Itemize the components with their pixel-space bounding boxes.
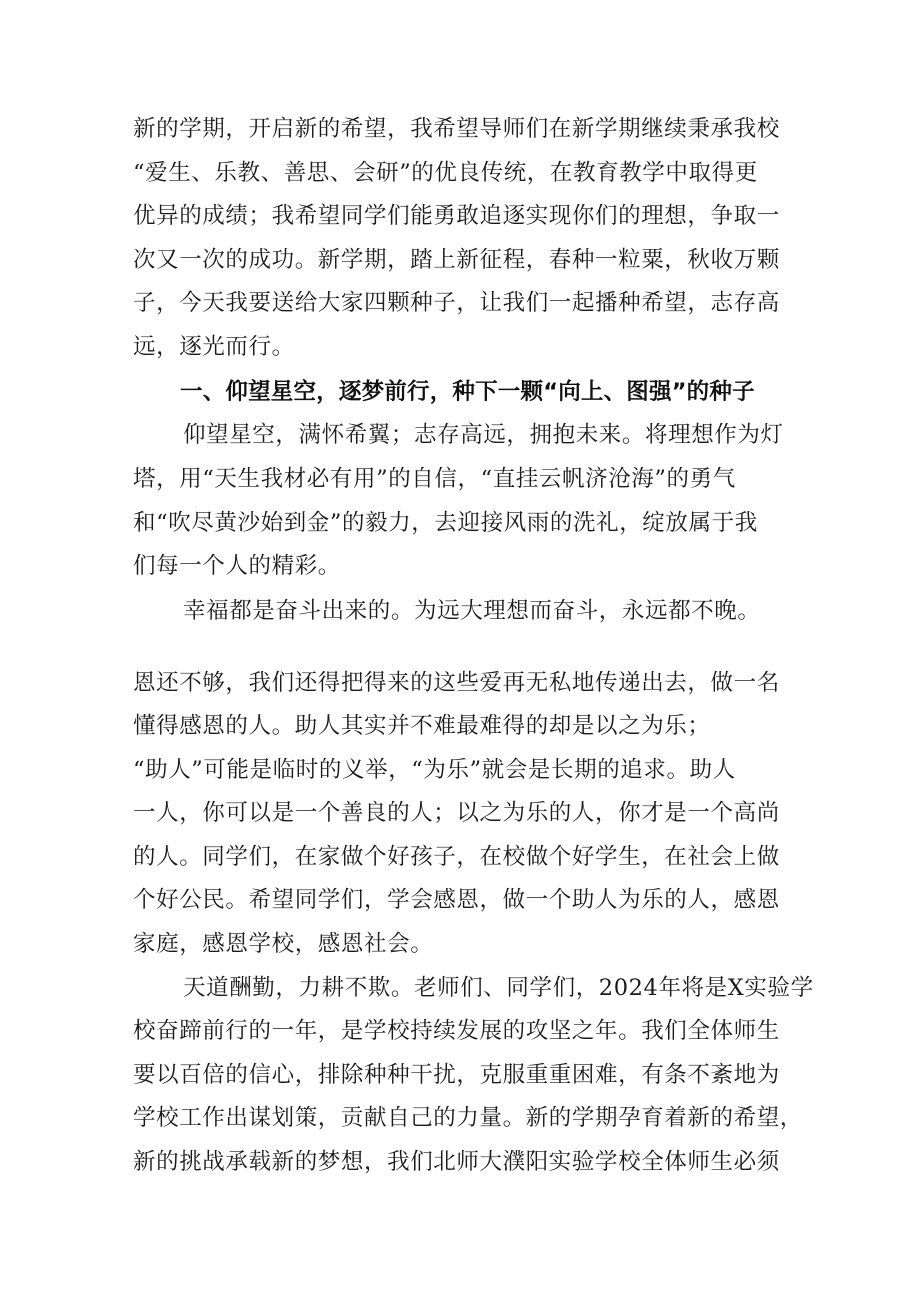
paragraph-line: 天道酬勤，力耕不欺。老师们、同学们，2024年将是X实验学 — [183, 975, 814, 1001]
paragraph-line: 次又一次的成功。新学期，踏上新征程，春种一粒粟，秋收万颗 — [133, 247, 780, 273]
section-heading: 一、仰望星空，逐梦前行，种下一颗“向上、图强”的种子 — [180, 379, 755, 405]
paragraph-line: 恩还不够，我们还得把得来的这些爱再无私地传递出去，做一名 — [133, 670, 780, 696]
paragraph-line: 家庭，感恩学校，感恩社会。 — [133, 931, 434, 957]
paragraph-line: 要以百倍的信心，排除种种干扰，克服重重困难，有条不紊地为 — [133, 1062, 780, 1088]
paragraph-line: 学校工作出谋划策，贡献自己的力量。新的学期孕育着新的希望， — [133, 1105, 803, 1131]
paragraph-line: 校奋蹄前行的一年，是学校持续发展的攻坚之年。我们全体师生 — [133, 1018, 780, 1044]
paragraph-line: 一人，你可以是一个善良的人；以之为乐的人，你才是一个高尚 — [133, 800, 780, 826]
paragraph-line: 新的挑战承载新的梦想，我们北师大濮阳实验学校全体师生必须 — [133, 1149, 780, 1175]
paragraph-line: 远，逐光而行。 — [133, 334, 295, 360]
paragraph-line: 塔，用“天生我材必有用”的自信，“直挂云帆济沧海”的勇气 — [133, 466, 736, 492]
paragraph-line: 和“吹尽黄沙始到金”的毅力，去迎接风雨的洗礼，绽放属于我 — [133, 510, 758, 536]
paragraph-line: 优异的成绩；我希望同学们能勇敢追逐实现你们的理想，争取一 — [133, 203, 780, 229]
paragraph-line: 的人。同学们，在家做个好孩子，在校做个好学生，在社会上做 — [133, 844, 780, 870]
paragraph-line: 幸福都是奋斗出来的。为远大理想而奋斗，永远都不晚。 — [183, 598, 761, 624]
paragraph-line: 懂得感恩的人。助人其实并不难最难得的却是以之为乐； — [133, 713, 711, 739]
paragraph-line: 仰望星空，满怀希翼；志存高远，拥抱未来。将理想作为灯 — [183, 422, 784, 448]
paragraph-line: 们每一个人的精彩。 — [133, 553, 341, 579]
paragraph-line: 个好公民。希望同学们，学会感恩，做一个助人为乐的人，感恩 — [133, 887, 780, 913]
paragraph-line: 子，今天我要送给大家四颗种子，让我们一起播种希望，志存高 — [133, 290, 780, 316]
paragraph-line: “助人”可能是临时的义举，“为乐”就会是长期的追求。助人 — [133, 757, 736, 783]
paragraph-line: 新的学期，开启新的希望，我希望导师们在新学期继续秉承我校 — [133, 116, 780, 142]
paragraph-line: “爱生、乐教、善思、会研”的优良传统，在教育教学中取得更 — [133, 160, 758, 186]
